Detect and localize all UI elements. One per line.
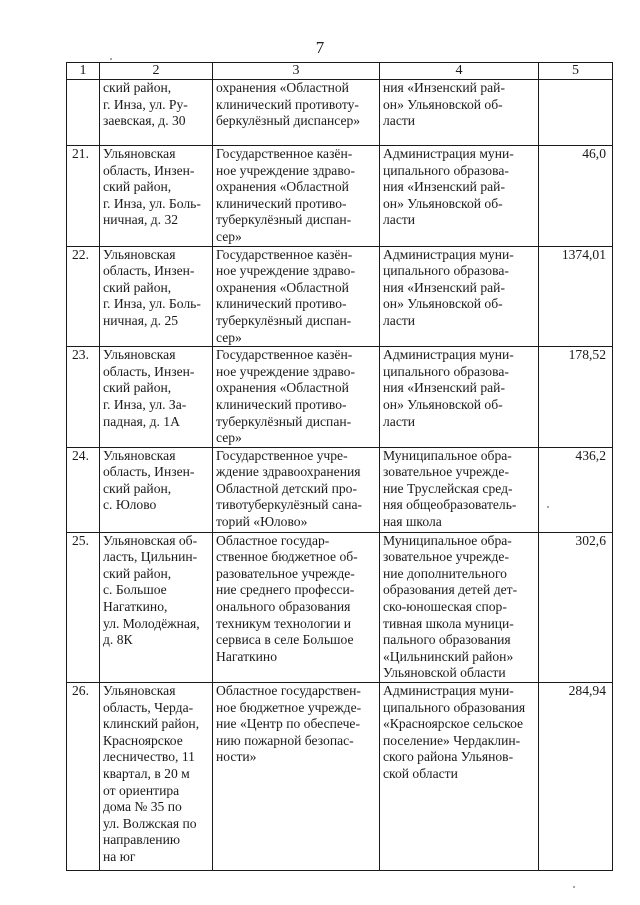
row-number: 23. — [67, 347, 100, 448]
address-cell: Ульяновская область, Инзен- ский район, г. Инза, ул. Боль- ничная, д. 32 — [100, 146, 213, 247]
page-number: 7 — [315, 38, 325, 57]
area-cell: 46,0 — [539, 146, 613, 247]
row-number — [67, 80, 100, 146]
address-cell: ский район, г. Инза, ул. Ру- заевская, д. 30 — [100, 80, 213, 146]
area-cell: 302,6 — [539, 532, 613, 682]
row-number: 26. — [67, 683, 100, 871]
table-row — [67, 347, 613, 448]
recipient-cell: Муниципальное обра- зовательное учрежде- ние Труслейская сред- няя общеобразователь- ная школа — [380, 447, 539, 532]
table-row — [67, 146, 613, 247]
property-transfer-table — [66, 62, 613, 871]
row-number: 22. — [67, 246, 100, 347]
table-row — [67, 447, 613, 532]
table-row — [67, 532, 613, 682]
address-cell: Ульяновская об- ласть, Цильнин- ский район, с. Большое Нагаткино, ул. Молодёжная, д. 8К — [100, 532, 213, 682]
table-header-row — [67, 63, 613, 80]
current-holder-cell: Областное государ- ственное бюджетное об- разовательное учрежде- ние среднего професси- онального образования техникум технологии и сервиса в селе Большое Нагаткино — [213, 532, 380, 682]
scan-speck — [573, 886, 575, 888]
header-col-4: 4 — [380, 63, 539, 80]
area-cell: 1374,01 — [539, 246, 613, 347]
current-holder-cell: Государственное учре- ждение здравоохранения Областной детский про- тивотуберкулёзный сана- торий «Юлово» — [213, 447, 380, 532]
recipient-cell: Муниципальное обра- зовательное учрежде- ние дополнительного образования детей дет- ско-юношеская спор- тивная школа муници- пального образования «Цильнинский район» Ульяновской области — [380, 532, 539, 682]
scan-speck — [547, 506, 549, 508]
recipient-cell: Администрация муни- ципального образова- ния «Инзенский рай- он» Ульяновской об- ласти — [380, 146, 539, 247]
row-number: 21. — [67, 146, 100, 247]
address-cell: Ульяновская область, Инзен- ский район, г. Инза, ул. Боль- ничная, д. 25 — [100, 246, 213, 347]
header-col-5: 5 — [539, 63, 613, 80]
current-holder-cell: Государственное казён- ное учреждение здраво- охранения «Областной клинический противо- туберкулёзный диспан- сер» — [213, 246, 380, 347]
current-holder-cell: Государственное казён- ное учреждение здраво- охранения «Областной клинический противо- туберкулёзный диспан- сер» — [213, 347, 380, 448]
row-number: 24. — [67, 447, 100, 532]
recipient-cell: Администрация муни- ципального образова- ния «Инзенский рай- он» Ульяновской об- ласти — [380, 347, 539, 448]
area-cell: 284,94 — [539, 683, 613, 871]
address-cell: Ульяновская область, Инзен- ский район, г. Инза, ул. За- падная, д. 1А — [100, 347, 213, 448]
address-cell: Ульяновская область, Инзен- ский район, с. Юлово — [100, 447, 213, 532]
area-cell: 436,2 — [539, 447, 613, 532]
area-cell: 178,52 — [539, 347, 613, 448]
address-cell: Ульяновская область, Черда- клинский район, Красноярское лесничество, 11 квартал, в 20 м от ориентира дома № 35 по ул. Волжская по направлению на юг — [100, 683, 213, 871]
current-holder-cell: охранения «Областной клинический противоту- беркулёзный диспансер» — [213, 80, 380, 146]
table-row — [67, 80, 613, 146]
header-col-1: 1 — [67, 63, 100, 80]
current-holder-cell: Государственное казён- ное учреждение здраво- охранения «Областной клинический противо- туберкулёзный диспан- сер» — [213, 146, 380, 247]
area-cell — [539, 80, 613, 146]
current-holder-cell: Областное государствен- ное бюджетное учрежде- ние «Центр по обеспече- нию пожарной безопас- ности» — [213, 683, 380, 871]
table-row — [67, 683, 613, 871]
recipient-cell: ния «Инзенский рай- он» Ульяновской об- ласти — [380, 80, 539, 146]
recipient-cell: Администрация муни- ципального образования «Красноярское сельское поселение» Чердаклин- ского района Ульянов- ской области — [380, 683, 539, 871]
header-col-2: 2 — [100, 63, 213, 80]
header-col-3: 3 — [213, 63, 380, 80]
table-row — [67, 246, 613, 347]
recipient-cell: Администрация муни- ципального образова- ния «Инзенский рай- он» Ульяновской об- ласти — [380, 246, 539, 347]
scan-speck — [110, 58, 112, 60]
row-number: 25. — [67, 532, 100, 682]
